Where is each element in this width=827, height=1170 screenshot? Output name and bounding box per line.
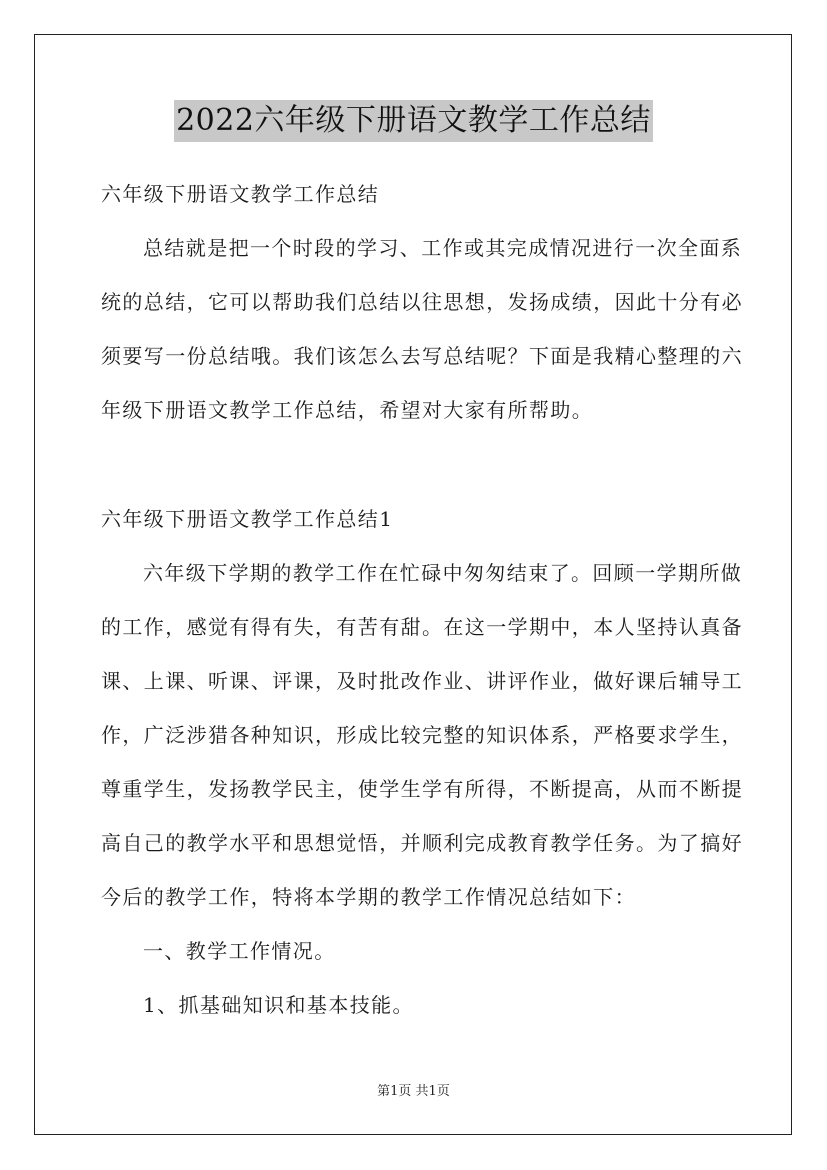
title-container bbox=[0, 100, 827, 142]
page-footer: 第1页 共1页 bbox=[377, 1084, 450, 1099]
paragraph-line: 年级下册语文教学工作总结，希望对大家有所帮助。 bbox=[101, 398, 594, 422]
subheading-line: 1、抓基础知识和基本技能。 bbox=[143, 993, 414, 1017]
paragraph-line: 尊重学生，发扬教学民主，使学生学有所得，不断提高，从而不断提 bbox=[101, 777, 743, 801]
paragraph-line: 今后的教学工作，特将本学期的教学工作情况总结如下： bbox=[101, 885, 636, 909]
paragraph-line: 课、上课、听课、评课，及时批改作业、讲评作业，做好课后辅导工 bbox=[101, 669, 743, 693]
paragraph-line: 高自己的教学水平和思想觉悟，并顺利完成教育教学任务。为了搞好 bbox=[101, 831, 743, 855]
paragraph-line: 须要写一份总结哦。我们该怎么去写总结呢？下面是我精心整理的六 bbox=[101, 344, 743, 368]
section-heading: 六年级下册语文教学工作总结1 bbox=[101, 507, 394, 531]
document-title: 2022六年级下册语文教学工作总结 bbox=[174, 100, 653, 142]
paragraph-line: 统的总结，它可以帮助我们总结以往思想，发扬成绩，因此十分有必 bbox=[101, 290, 743, 314]
paragraph-line: 六年级下学期的教学工作在忙碌中匆匆结束了。回顾一学期所做 bbox=[143, 561, 743, 585]
paragraph-line: 作，广泛涉猎各种知识，形成比较完整的知识体系，严格要求学生， bbox=[101, 723, 743, 747]
subheading-line: 一、教学工作情况。 bbox=[143, 939, 336, 963]
paragraph-line: 总结就是把一个时段的学习、工作或其完成情况进行一次全面系 bbox=[143, 236, 743, 260]
paragraph-line: 的工作，感觉有得有失，有苦有甜。在这一学期中，本人坚持认真备 bbox=[101, 615, 743, 639]
subtitle-line: 六年级下册语文教学工作总结 bbox=[101, 182, 380, 206]
